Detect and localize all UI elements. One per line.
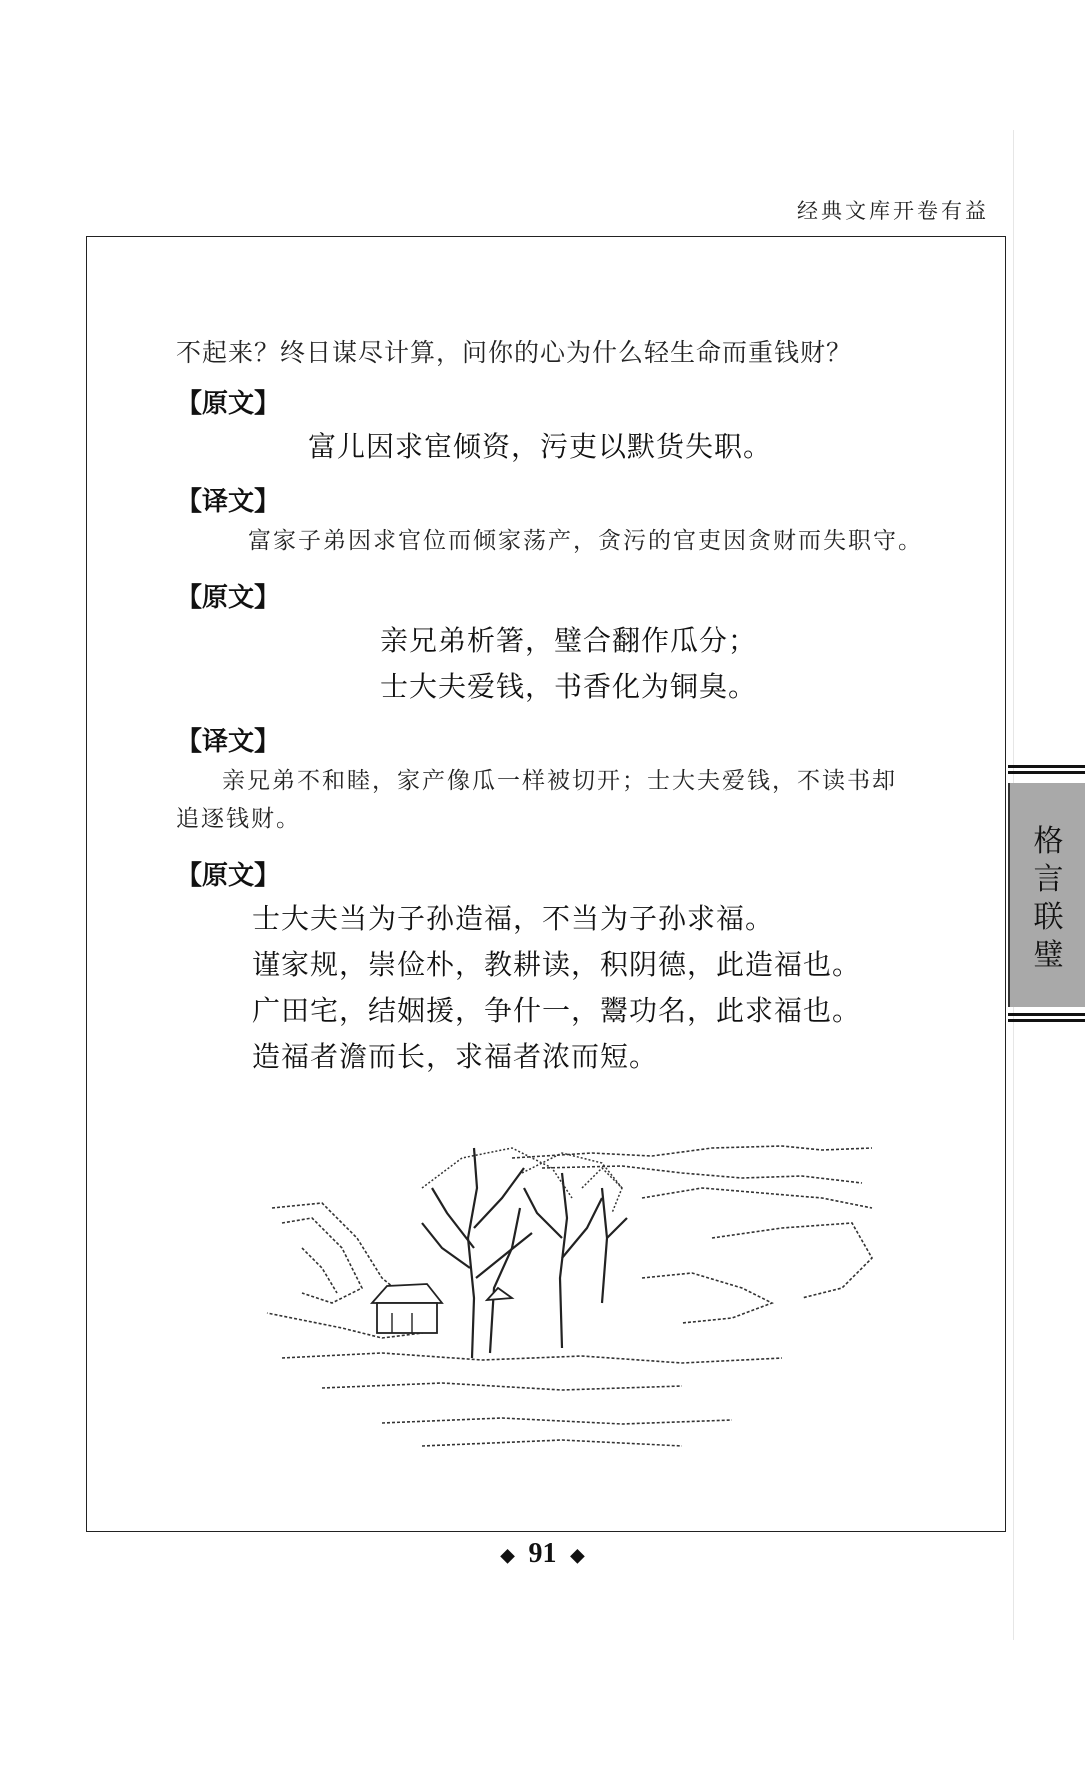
tab-body <box>1008 783 1085 1007</box>
translation-text: 富家子弟因求官位而倾家荡产，贪污的官吏因贪财而失职守。 <box>248 528 923 554</box>
original-poem <box>176 618 946 710</box>
original-poem <box>176 896 946 1080</box>
tab-char: 联 <box>1033 900 1064 935</box>
tab-char: 格 <box>1033 824 1064 859</box>
poem-line: 谨家规，崇俭朴，教耕读，积阴德，此造福也。 <box>252 948 862 981</box>
poem-line: 亲兄弟析箸，璧合翻作瓜分； <box>380 624 758 657</box>
page-number-text: 91 <box>528 1538 557 1569</box>
chapter-side-tab <box>1008 765 1085 1025</box>
section-label-translation: 【译文】 <box>176 727 281 757</box>
tab-rule-top <box>1008 765 1085 777</box>
translation-line: 亲兄弟不和睦，家产像瓜一样被切开；士大夫爱钱，不读书却 <box>222 768 897 794</box>
section-label-original: 【原文】 <box>176 389 281 419</box>
landscape-illustration <box>262 1128 882 1458</box>
main-content <box>176 334 946 1080</box>
poem-line: 广田宅，结姻援，争什一，鬻功名，此求福也。 <box>252 994 862 1027</box>
poem-line: 士大夫当为子孙造福，不当为子孙求福。 <box>252 902 775 935</box>
section-label-original: 【原文】 <box>176 583 281 613</box>
poem-line: 造福者澹而长，求福者浓而短。 <box>252 1040 659 1073</box>
tab-char: 璧 <box>1033 938 1064 973</box>
page-number <box>0 1538 1085 1570</box>
poem-line: 士大夫爱钱，书香化为铜臭。 <box>380 670 758 703</box>
running-head: 经典文库开卷有益 <box>797 199 989 223</box>
continuation-text: 不起来？终日谋尽计算，问你的心为什么轻生命而重钱财？ <box>176 338 853 367</box>
section-label-original: 【原文】 <box>176 861 281 891</box>
tab-title <box>1010 823 1085 975</box>
diamond-icon: ◆ <box>500 1545 515 1566</box>
section-label-translation: 【译文】 <box>176 487 281 517</box>
original-text: 富儿因求宦倾资，污吏以默货失职。 <box>308 430 773 463</box>
diamond-icon: ◆ <box>570 1545 585 1566</box>
tab-rule-bottom <box>1008 1013 1085 1025</box>
tab-char: 言 <box>1033 862 1064 897</box>
translation-line: 追逐钱财。 <box>176 806 301 832</box>
